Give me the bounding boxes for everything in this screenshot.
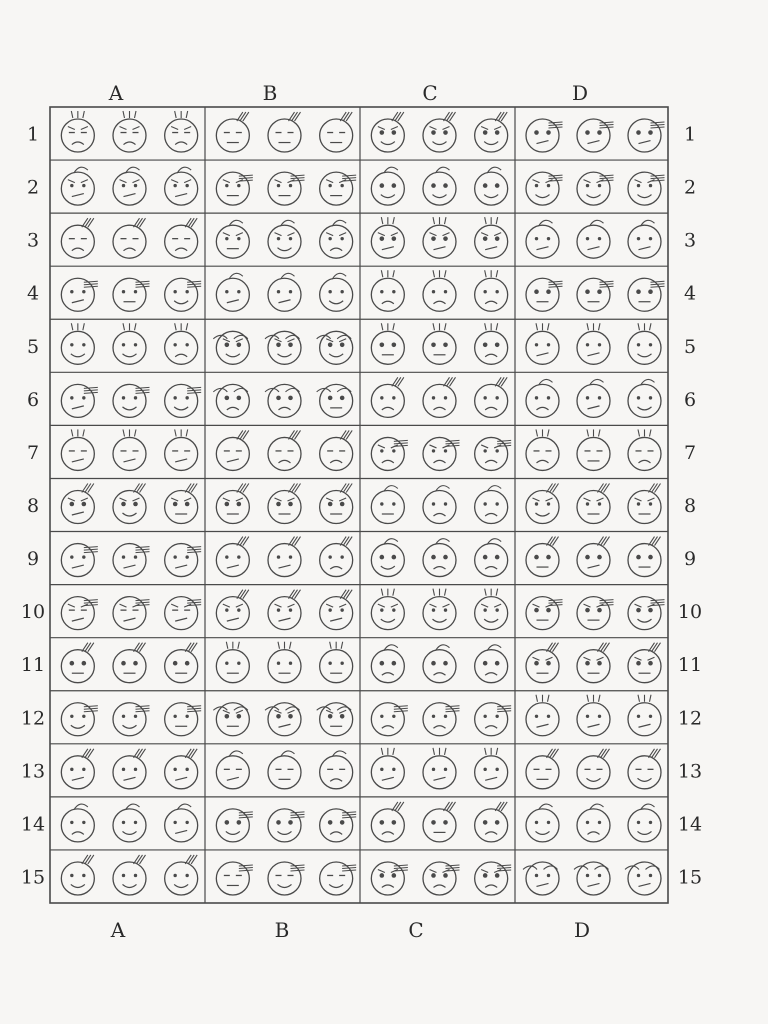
row-label-right: 10: [677, 601, 703, 624]
face-icon: [371, 217, 404, 258]
face-icon: [625, 862, 661, 895]
row-label-left: 9: [26, 548, 40, 571]
face-icon: [371, 862, 408, 895]
face-icon: [526, 749, 559, 789]
face-icon: [165, 111, 198, 152]
face-icon: [475, 323, 508, 364]
face-icon: [423, 802, 456, 842]
face-icon: [165, 749, 198, 789]
face-icon: [165, 643, 198, 683]
face-icon: [423, 589, 456, 630]
grid-border: [50, 107, 668, 903]
row-label-left: 8: [26, 495, 40, 517]
row-label-right: 14: [677, 813, 703, 836]
face-icon: [268, 112, 301, 152]
face-icon: [113, 278, 150, 311]
row-label-right: 15: [677, 866, 703, 889]
face-icon: [265, 331, 301, 364]
face-icon: [577, 804, 610, 842]
face-icon: [320, 590, 353, 630]
face-icon: [475, 539, 508, 577]
face-icon: [371, 437, 408, 470]
face-icon: [423, 167, 456, 205]
row-label-right: 5: [683, 335, 697, 358]
face-icon: [423, 270, 456, 311]
face-icon: [320, 430, 353, 470]
face-icon: [475, 217, 508, 258]
face-icon: [526, 323, 559, 364]
face-icon: [268, 220, 301, 258]
face-icon: [165, 167, 198, 205]
face-icon: [371, 589, 404, 630]
face-icon: [523, 862, 559, 895]
row-label-right: 3: [683, 229, 697, 252]
row-label-left: 10: [20, 601, 46, 624]
face-icon: [320, 172, 357, 205]
column-label-bottom: A: [110, 918, 126, 942]
face-icon: [475, 802, 508, 842]
face-icon: [268, 430, 301, 470]
face-icon: [268, 862, 305, 895]
row-label-right: 9: [683, 548, 697, 571]
face-icon: [61, 597, 98, 630]
face-icon: [268, 751, 301, 789]
face-icon: [577, 695, 610, 736]
face-icon: [628, 278, 665, 311]
face-icon: [371, 703, 408, 736]
face-icon: [61, 749, 94, 789]
face-icon: [113, 323, 146, 364]
face-icon: [216, 484, 249, 524]
face-icon: [371, 377, 404, 417]
column-label-bottom: D: [573, 918, 591, 942]
face-icon: [320, 273, 353, 311]
face-icon: [265, 384, 301, 417]
face-icon: [475, 645, 508, 683]
face-icon: [61, 218, 94, 258]
face-icon: [113, 597, 150, 630]
face-icon: [165, 597, 202, 630]
face-icon: [113, 544, 150, 577]
face-icon: [371, 802, 404, 842]
face-icon: [423, 748, 456, 789]
row-label-left: 2: [26, 176, 40, 199]
face-icon: [526, 597, 563, 630]
face-icon: [628, 804, 661, 842]
face-icon: [165, 278, 202, 311]
row-label-left: 1: [26, 123, 40, 146]
face-icon: [216, 537, 249, 577]
face-icon: [165, 703, 202, 736]
face-icon: [320, 862, 357, 895]
row-label-left: 4: [26, 282, 40, 305]
face-icon: [216, 809, 253, 842]
face-icon: [371, 645, 404, 683]
face-icon: [61, 111, 94, 152]
face-icon: [628, 695, 661, 736]
face-icon: [61, 278, 98, 311]
face-icon: [320, 751, 353, 789]
face-icon: [371, 112, 404, 152]
face-icon: [475, 270, 508, 311]
face-icon: [320, 809, 357, 842]
face-icon: [61, 384, 98, 417]
row-label-right: 4: [683, 282, 697, 305]
face-icon: [628, 220, 661, 258]
face-icon: [265, 703, 301, 736]
face-icon: [526, 220, 559, 258]
face-icon: [526, 537, 559, 577]
face-icon: [371, 486, 404, 524]
face-icon: [577, 220, 610, 258]
face-icon: [113, 218, 146, 258]
row-label-left: 13: [20, 760, 46, 783]
face-icon: [577, 597, 614, 630]
face-icon: [577, 379, 610, 417]
face-icon: [320, 112, 353, 152]
face-icon: [113, 749, 146, 789]
face-icon: [216, 172, 253, 205]
face-icon: [577, 643, 610, 683]
face-icon: [475, 112, 508, 152]
face-icon: [61, 484, 94, 524]
face-icon: [423, 703, 460, 736]
face-icon: [526, 643, 559, 683]
face-icon: [165, 218, 198, 258]
row-label-left: 3: [26, 229, 40, 252]
face-icon: [216, 220, 249, 258]
face-icon: [475, 377, 508, 417]
row-label-left: 12: [20, 707, 46, 730]
column-label-top: A: [108, 81, 124, 105]
face-icon: [165, 855, 198, 895]
face-icon: [526, 429, 559, 470]
face-icon: [423, 862, 460, 895]
face-icon: [268, 809, 305, 842]
face-icon: [61, 855, 94, 895]
face-icon: [371, 323, 404, 364]
column-label-bottom: B: [274, 918, 290, 942]
face-icon: [61, 703, 98, 736]
row-label-right: 13: [677, 760, 703, 783]
column-label-top: B: [262, 81, 278, 105]
row-label-left: 15: [20, 866, 46, 889]
face-icon: [423, 217, 456, 258]
face-icon: [371, 748, 404, 789]
face-icon: [526, 804, 559, 842]
face-icon: [165, 544, 202, 577]
face-icon: [268, 642, 301, 683]
face-icon: [628, 119, 665, 152]
row-label-right: 8: [683, 495, 697, 517]
face-icon: [317, 384, 353, 417]
face-icon: [423, 112, 456, 152]
face-icon: [165, 484, 198, 524]
face-icon: [216, 642, 249, 683]
face-icon: [216, 112, 249, 152]
row-label-right: 6: [683, 388, 697, 411]
row-label-left: 6: [26, 388, 40, 411]
face-icon: [216, 273, 249, 311]
face-icon: [216, 751, 249, 789]
face-icon: [628, 537, 661, 577]
face-icon: [371, 539, 404, 577]
row-label-left: 11: [20, 654, 46, 677]
face-icon: [475, 437, 512, 470]
row-label-right: 11: [677, 654, 703, 677]
face-icon: [213, 331, 249, 364]
face-icon: [317, 703, 353, 736]
face-icon: [113, 111, 146, 152]
face-icon: [216, 590, 249, 630]
row-label-right: 7: [683, 441, 697, 464]
face-icon: [526, 379, 559, 417]
row-label-left: 14: [20, 813, 46, 836]
face-icon: [526, 119, 563, 152]
face-icon: [475, 703, 512, 736]
face-icon: [423, 377, 456, 417]
face-icon: [475, 589, 508, 630]
face-icon: [423, 323, 456, 364]
row-label-right: 12: [677, 707, 703, 730]
face-icon: [628, 597, 665, 630]
face-icon: [628, 749, 661, 789]
face-icon: [268, 537, 301, 577]
face-icon: [113, 429, 146, 470]
face-icon: [526, 484, 559, 524]
face-icon: [475, 167, 508, 205]
face-icon: [317, 331, 353, 364]
face-icon: [371, 167, 404, 205]
row-label-right: 1: [683, 123, 697, 146]
face-icon: [423, 486, 456, 524]
face-icon: [526, 695, 559, 736]
face-icon: [61, 323, 94, 364]
face-icon: [577, 172, 614, 205]
face-icon: [423, 645, 456, 683]
face-icon: [577, 537, 610, 577]
face-icon: [423, 539, 456, 577]
face-icon: [165, 804, 198, 842]
face-icon: [113, 643, 146, 683]
face-icon: [526, 172, 563, 205]
face-icon: [113, 384, 150, 417]
column-label-bottom: C: [408, 918, 424, 942]
face-icon: [577, 323, 610, 364]
face-icon: [268, 484, 301, 524]
face-icon: [320, 220, 353, 258]
column-label-top: C: [422, 81, 438, 105]
face-icon: [628, 484, 661, 524]
face-icon: [113, 855, 146, 895]
face-icon: [371, 270, 404, 311]
face-icon: [628, 379, 661, 417]
face-icon: [268, 590, 301, 630]
face-icon: [577, 119, 614, 152]
face-icon: [628, 429, 661, 470]
row-label-right: 2: [683, 176, 697, 199]
face-icon: [320, 642, 353, 683]
face-icon: [577, 484, 610, 524]
face-icon: [268, 172, 305, 205]
face-icon: [423, 437, 460, 470]
face-icon: [574, 862, 610, 895]
face-icon: [216, 862, 253, 895]
column-label-top: D: [571, 81, 589, 105]
face-icon: [577, 429, 610, 470]
face-icon: [628, 172, 665, 205]
face-icon: [113, 804, 146, 842]
face-icon: [475, 748, 508, 789]
face-icon: [113, 167, 146, 205]
face-icon: [577, 278, 614, 311]
row-label-left: 7: [26, 441, 40, 464]
face-icon: [268, 273, 301, 311]
face-icon: [628, 323, 661, 364]
face-icon: [113, 484, 146, 524]
face-icon: [61, 429, 94, 470]
face-icon: [113, 703, 150, 736]
face-icon: [61, 167, 94, 205]
face-icon: [526, 278, 563, 311]
face-icon: [61, 643, 94, 683]
face-icon: [61, 544, 98, 577]
face-icon: [577, 749, 610, 789]
face-icon: [216, 430, 249, 470]
face-icon: [475, 486, 508, 524]
face-icon: [475, 862, 512, 895]
face-icon: [213, 384, 249, 417]
face-icon: [165, 384, 202, 417]
face-icon: [320, 537, 353, 577]
row-label-left: 5: [26, 335, 40, 358]
face-icon: [213, 703, 249, 736]
face-icon: [61, 804, 94, 842]
face-icon: [628, 643, 661, 683]
face-icon: [165, 429, 198, 470]
face-icon: [320, 484, 353, 524]
face-icon: [165, 323, 198, 364]
